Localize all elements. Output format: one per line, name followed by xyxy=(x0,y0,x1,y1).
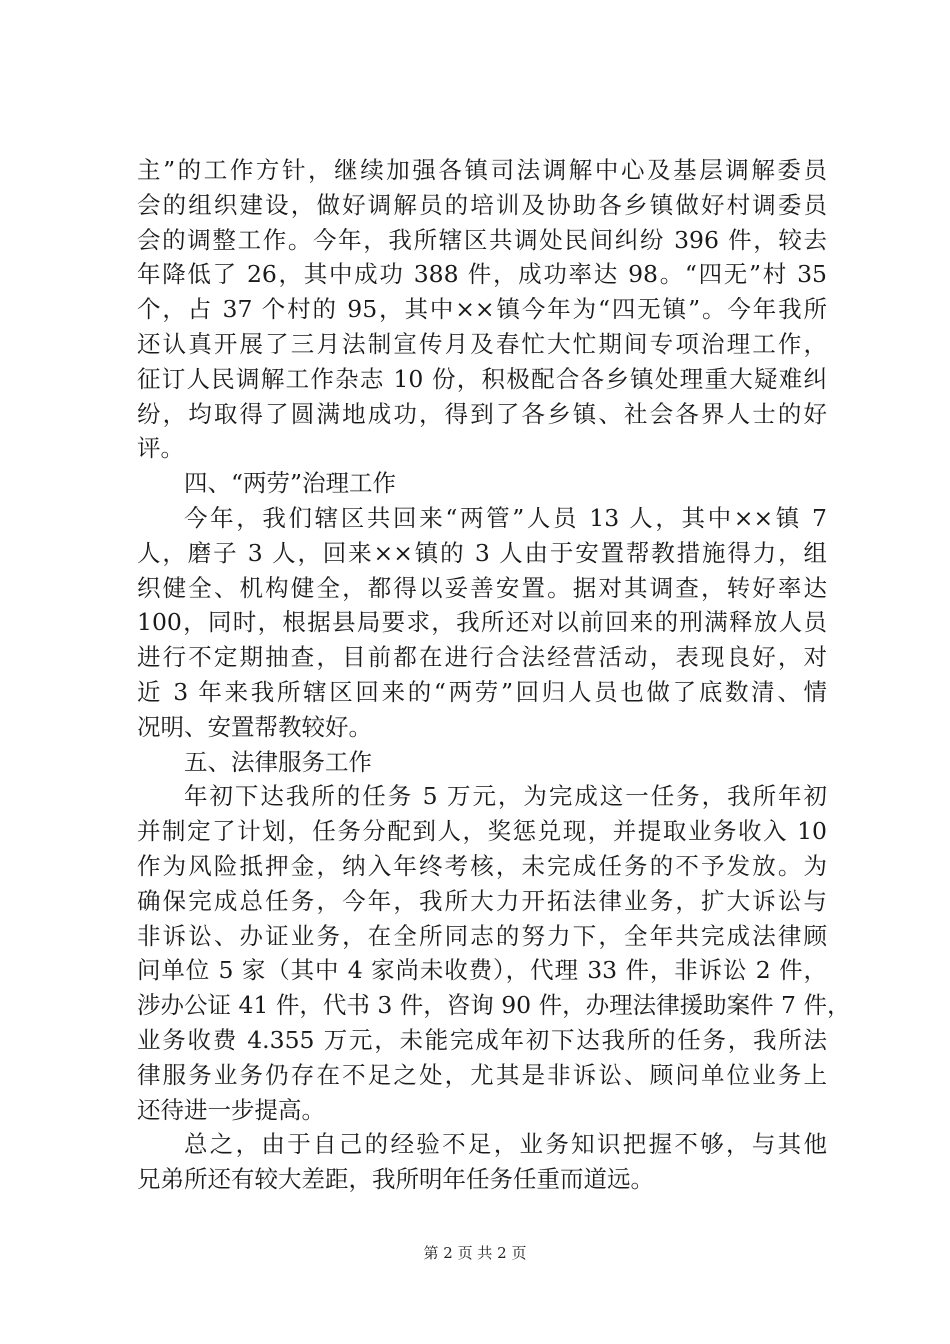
text-line: 兄弟所还有较大差距，我所明年任务任重而道远。 xyxy=(137,1165,654,1194)
text-line: 五、法律服务工作 xyxy=(184,747,372,776)
text-line: 主”的工作方针，继续加强各镇司法调解中心及基层调解委员 xyxy=(137,156,827,184)
document-body xyxy=(137,153,851,1197)
text-line: 进行不定期抽查，目前都在进行合法经营活动，表现良好，对 xyxy=(137,643,827,672)
text-line: 作为风险抵押金，纳入年终考核，未完成任务的不予发放。为 xyxy=(137,851,827,880)
text-line: 个，占 37 个村的 95，其中××镇今年为“四无镇”。今年我所 xyxy=(137,295,827,324)
text-line: 年降低了 26，其中成功 388 件，成功率达 98。“四无”村 35 xyxy=(137,260,827,289)
text-line: 问单位 5 家（其中 4 家尚未收费），代理 33 件，非诉讼 2 件， xyxy=(137,956,827,985)
text-line: 律服务业务仍存在不足之处，尤其是非诉讼、顾问单位业务上 xyxy=(137,1060,827,1089)
page-footer: 第 2 页 共 2 页 xyxy=(423,1244,527,1262)
text-line: 况明、安置帮教较好。 xyxy=(137,712,372,741)
text-line: 涉办公证 41 件，代书 3 件，咨询 90 件，办理法律援助案件 7 件， xyxy=(137,991,851,1020)
text-line: 并制定了计划，任务分配到人，奖惩兑现，并提取业务收入 10 xyxy=(137,817,827,846)
text-line: 评。 xyxy=(137,434,184,463)
text-line: 会的调整工作。今年，我所辖区共调处民间纠纷 396 件，较去 xyxy=(137,225,827,254)
text-line: 总之，由于自己的经验不足，业务知识把握不够，与其他 xyxy=(184,1130,827,1159)
text-line: 业务收费 4.355 万元，未能完成年初下达我所的任务，我所法 xyxy=(137,1025,827,1054)
text-line: 四、“两劳”治理工作 xyxy=(184,469,397,498)
text-line: 年初下达我所的任务 5 万元，为完成这一任务，我所年初 xyxy=(184,782,827,811)
text-line: 确保完成总任务，今年，我所大力开拓法律业务，扩大诉讼与 xyxy=(137,886,827,915)
text-line: 织健全、机构健全，都得以妥善安置。据对其调查，转好率达 xyxy=(137,573,827,602)
text-line: 近 3 年来我所辖区回来的“两劳”回归人员也做了底数清、情 xyxy=(137,677,827,706)
text-line: 人，磨子 3 人，回来××镇的 3 人由于安置帮教措施得力，组 xyxy=(137,538,827,567)
text-line: 纷，均取得了圆满地成功，得到了各乡镇、社会各界人士的好 xyxy=(137,399,827,428)
text-line: 还认真开展了三月法制宣传月及春忙大忙期间专项治理工作， xyxy=(137,329,827,358)
text-line: 非诉讼、办证业务，在全所同志的努力下，全年共完成法律顾 xyxy=(137,921,827,950)
text-line: 今年，我们辖区共回来“两管”人员 13 人，其中××镇 7 xyxy=(184,503,827,532)
text-line: 会的组织建设，做好调解员的培训及协助各乡镇做好村调委员 xyxy=(137,190,827,219)
text-line: 征订人民调解工作杂志 10 份，积极配合各乡镇处理重大疑难纠 xyxy=(137,364,827,393)
text-line: 100，同时，根据县局要求，我所还对以前回来的刑满释放人员 xyxy=(137,608,827,637)
text-line: 还待进一步提高。 xyxy=(137,1095,325,1124)
